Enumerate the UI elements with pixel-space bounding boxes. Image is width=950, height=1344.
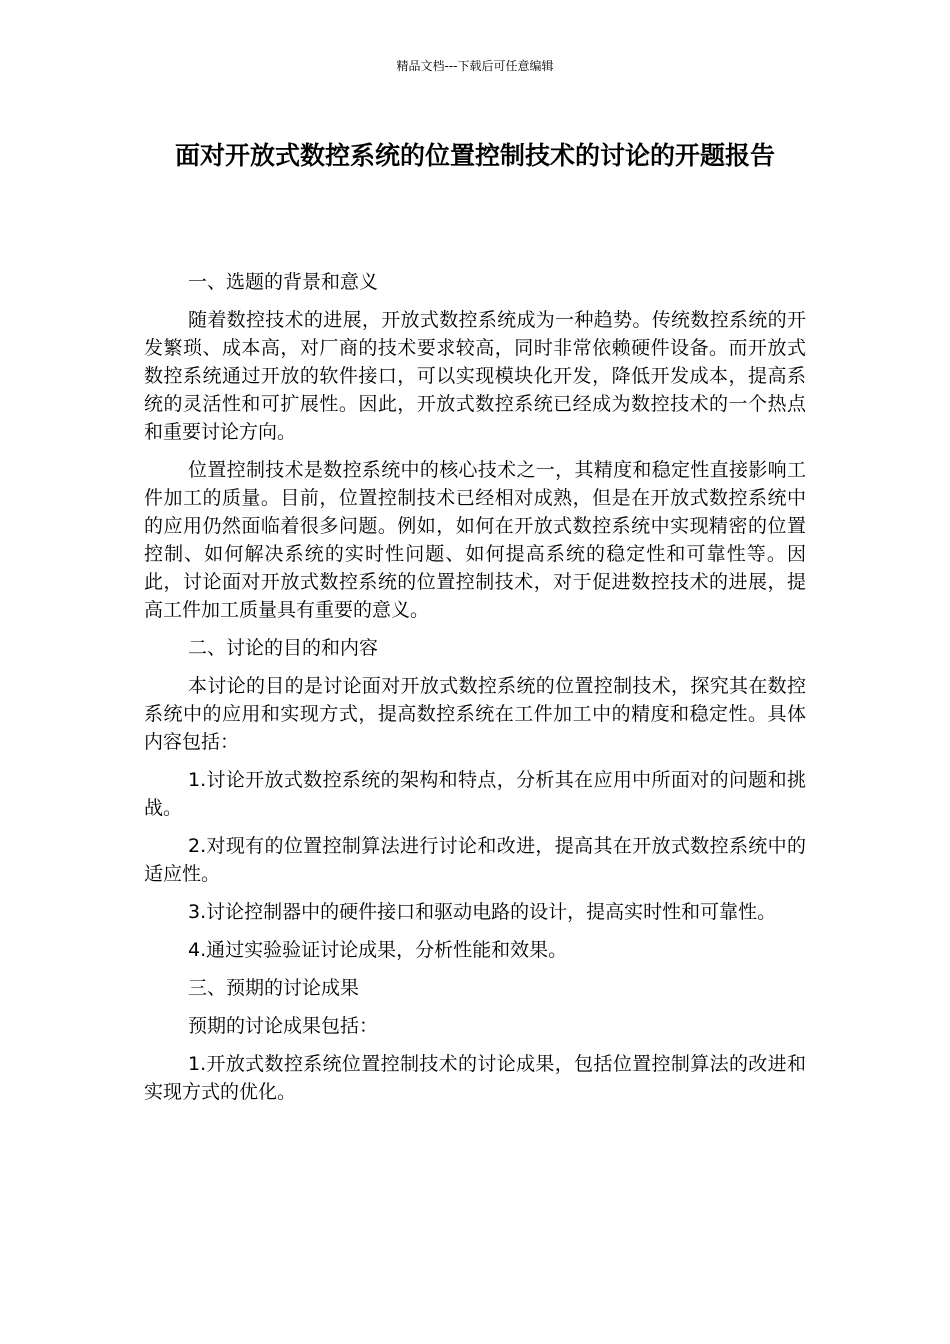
list-item-content-3: 3.讨论控制器中的硬件接口和驱动电路的设计，提高实时性和可靠性。 bbox=[188, 901, 777, 923]
document-title: 面对开放式数控系统的位置控制技术的讨论的开题报告 bbox=[174, 141, 775, 170]
list-item-outcome-1: 1.开放式数控系统位置控制技术的讨论成果，包括位置控制算法的改进和实现方式的优化。 bbox=[144, 1053, 806, 1103]
list-item-content-1: 1.讨论开放式数控系统的架构和特点，分析其在应用中所面对的问题和挑战。 bbox=[144, 769, 806, 819]
section-heading-background: 一、选题的背景和意义 bbox=[188, 271, 379, 293]
paragraph-outcomes-intro: 预期的讨论成果包括： bbox=[188, 1015, 379, 1037]
paragraph-background-1: 随着数控技术的进展，开放式数控系统成为一种趋势。传统数控系统的开发繁琐、成本高，对厂商的技术要求较高，同时非常依赖硬件设备。而开放式数控系统通过开放的软件接口，可以实现模块化开发，降低开发成本，提高系统的灵活性和可扩展性。因此，开放式数控系统已经成为数控技术的一个热点和重要讨论方向。 bbox=[144, 309, 806, 443]
paragraph-purpose: 本讨论的目的是讨论面对开放式数控系统的位置控制技术，探究其在数控系统中的应用和实现方式，提高数控系统在工件加工中的精度和稳定性。具体内容包括： bbox=[144, 675, 806, 753]
document-body bbox=[144, 268, 806, 1116]
paragraph-background-2: 位置控制技术是数控系统中的核心技术之一，其精度和稳定性直接影响工件加工的质量。目前，位置控制技术已经相对成熟，但是在开放式数控系统中的应用仍然面临着很多问题。例如，如何在开放式数控系统中实现精密的位置控制、如何解决系统的实时性问题、如何提高系统的稳定性和可靠性等。因此，讨论面对开放式数控系统的位置控制技术，对于促进数控技术的进展，提高工件加工质量具有重要的意义。 bbox=[144, 459, 806, 621]
section-heading-outcomes: 三、预期的讨论成果 bbox=[188, 977, 360, 999]
header-note: 精品文档---下载后可任意编辑 bbox=[396, 59, 554, 73]
list-item-content-2: 2.对现有的位置控制算法进行讨论和改进，提高其在开放式数控系统中的适应性。 bbox=[144, 835, 806, 885]
section-heading-purpose: 二、讨论的目的和内容 bbox=[188, 637, 379, 659]
list-item-content-4: 4.通过实验验证讨论成果，分析性能和效果。 bbox=[188, 939, 568, 961]
